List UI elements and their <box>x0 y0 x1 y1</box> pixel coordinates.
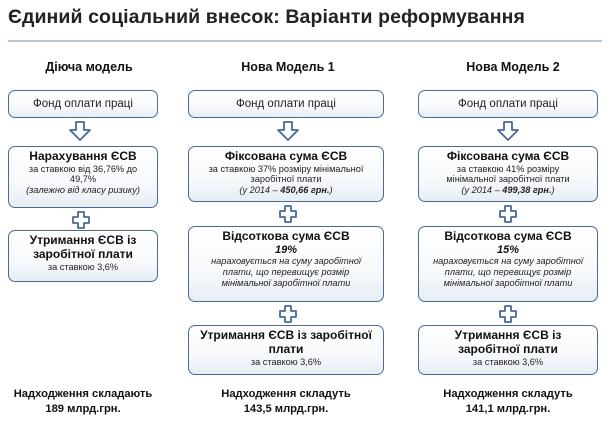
accrual-rate-line1: за ставкою від 36,76% до <box>28 163 138 174</box>
fixed-sum-rate-line1: за ставкою 41% розміру <box>456 163 560 174</box>
percentage-desc-line1: нараховується на суму заробітної <box>211 256 361 267</box>
percentage-sum-box <box>188 226 384 302</box>
withholding-title-line2: заробітної плати <box>33 246 133 261</box>
accrual-rate-line2: 49,7% <box>69 174 97 185</box>
down-arrow-icon <box>68 121 92 141</box>
fixed-sum-rate-line2: мінімальної заробітної плати <box>446 174 570 185</box>
percentage-desc-line1: нараховується на суму заробітної <box>433 256 583 267</box>
fixed-sum-rate-line2: заробітної плати <box>250 174 322 185</box>
fixed-sum-box <box>418 146 598 202</box>
column-header-new-model-1: Нова Модель 1 <box>241 60 335 74</box>
withholding-box <box>188 325 384 375</box>
percentage-desc-line2: плати, що перевищує розмір <box>444 267 572 278</box>
plus-icon <box>499 205 517 223</box>
percentage-rate: 19% <box>274 243 298 256</box>
accrual-title: Нарахування ЄСВ <box>29 149 137 163</box>
percentage-sum-box <box>418 226 598 302</box>
plus-icon <box>499 305 517 323</box>
withholding-box <box>8 230 158 282</box>
column-header-new-model-2: Нова Модель 2 <box>466 60 560 74</box>
plus-icon <box>279 205 297 223</box>
percentage-sum-title: Відсоткова сума ЄСВ <box>222 229 350 243</box>
percentage-rate: 15% <box>496 243 520 256</box>
down-arrow-icon <box>496 121 520 141</box>
plus-icon <box>279 305 297 323</box>
revenue-amount: 141,1 млрд.грн. <box>465 403 551 416</box>
withholding-title-line1: Утримання ЄСВ із <box>454 328 562 342</box>
revenue-summary-model-2 <box>420 387 596 417</box>
revenue-summary-current <box>0 387 166 417</box>
payroll-fund-label: Фонд оплати праці <box>458 97 558 110</box>
withholding-rate: за ставкою 3,6% <box>47 261 119 272</box>
percentage-sum-title: Відсоткова сума ЄСВ <box>444 229 572 243</box>
withholding-rate: за ставкою 3,6% <box>472 356 544 367</box>
withholding-box <box>418 325 598 375</box>
revenue-amount: 143,5 млрд.грн. <box>243 403 329 416</box>
slide-title: Єдиний соціальний внесок: Варіанти реформування <box>8 6 525 28</box>
accrual-risk-note: (залежно від класу ризику) <box>26 184 140 195</box>
accrual-box <box>8 146 158 208</box>
fixed-sum-2014-note: (у 2014 – 499,38 грн.) <box>461 184 555 195</box>
payroll-fund-box <box>8 90 158 118</box>
revenue-summary-model-1 <box>196 387 376 417</box>
percentage-desc-line2: плати, що перевищує розмір <box>222 267 350 278</box>
fixed-sum-rate-line1: за ставкою 37% розміру мінімальної <box>208 163 364 174</box>
revenue-label: Надходження складають <box>13 388 153 400</box>
revenue-label: Надходження складуть <box>443 388 573 400</box>
plus-icon <box>72 211 90 229</box>
percentage-desc-line3: мінімальної заробітної плати <box>221 277 351 288</box>
payroll-fund-label: Фонд оплати праці <box>236 97 336 110</box>
withholding-rate: за ставкою 3,6% <box>250 356 322 367</box>
withholding-title-line1: Утримання ЄСВ із <box>29 233 137 247</box>
fixed-sum-2014-note: (у 2014 – 450,66 грн.) <box>239 184 333 195</box>
column-header-current-model: Діюча модель <box>45 60 133 74</box>
withholding-title-line2: заробітної плати <box>458 341 558 356</box>
title-divider <box>8 40 602 42</box>
payroll-fund-box <box>418 90 598 118</box>
fixed-sum-box <box>188 146 384 202</box>
withholding-title-line1: Утримання ЄСВ із заробітної <box>200 328 372 342</box>
fixed-sum-title: Фіксована сума ЄСВ <box>224 149 348 163</box>
down-arrow-icon <box>276 121 300 141</box>
percentage-desc-line3: мінімальної заробітної плати <box>443 277 573 288</box>
withholding-title-line2: плати <box>268 341 304 356</box>
revenue-label: Надходження складуть <box>221 388 351 400</box>
revenue-amount: 189 млрд.грн. <box>45 403 121 416</box>
payroll-fund-box <box>188 90 384 118</box>
payroll-fund-label: Фонд оплати праці <box>33 97 133 110</box>
fixed-sum-title: Фіксована сума ЄСВ <box>446 149 570 163</box>
